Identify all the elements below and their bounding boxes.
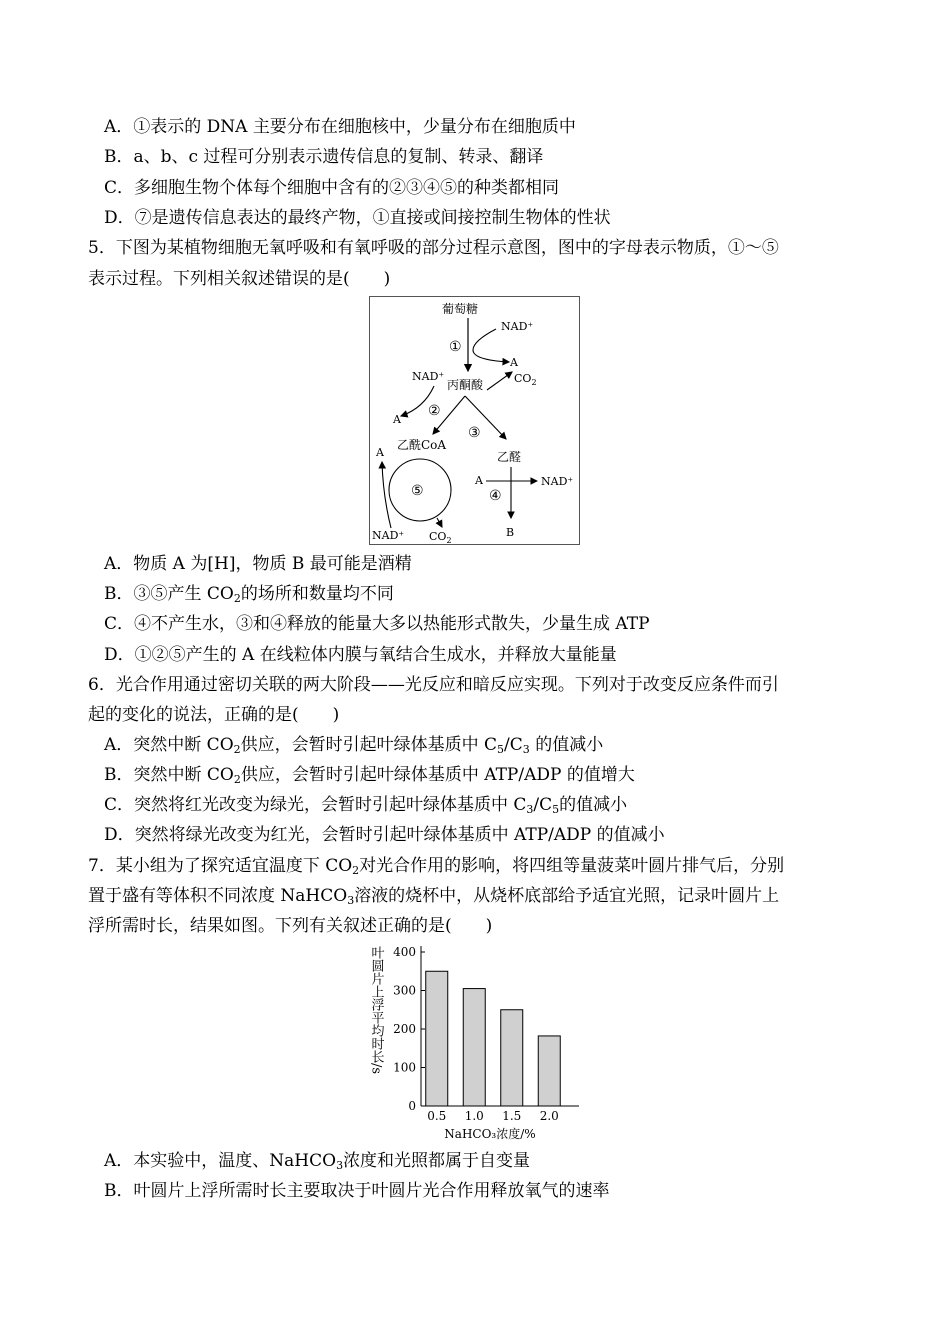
q7-s1-post: 对光合作用的影响，将四组等量菠菜叶圆片排气后，分别 <box>359 856 785 876</box>
bar <box>426 971 448 1106</box>
co2-label-1: $CO_2$ <box>514 372 537 387</box>
q7-stem-line1 <box>88 855 784 877</box>
q7-s2-post: 溶液的烧杯中，从烧杯底部给予适宜光照，记录叶圆片上 <box>354 886 780 906</box>
q5-option-b-post: 的场所和数量均不同 <box>240 584 394 604</box>
q7-option-a <box>104 1150 530 1172</box>
y-axis-label: 叶圆片上浮平均时长/s <box>368 946 384 1075</box>
q5-stem-close: ) <box>383 269 391 289</box>
bar <box>501 1010 523 1106</box>
q7-s2-pre: 置于盛有等体积不同浓度 NaHCO <box>88 886 348 906</box>
pyruvate-label: 丙酮酸 <box>447 378 484 392</box>
q6-a-post: 的值减小 <box>529 735 604 755</box>
q6-a-s2: 5 <box>497 743 505 756</box>
q6-stem-text: 起的变化的说法，正确的是( <box>88 705 299 725</box>
q6-a-mid: 供应，会暂时引起叶绿体基质中 C <box>240 735 498 755</box>
q6-b-post: 供应，会暂时引起叶绿体基质中 ATP/ADP 的值增大 <box>240 765 635 785</box>
q7-stem-line3 <box>88 915 492 937</box>
q5-option-b <box>104 583 394 605</box>
bar <box>538 1036 560 1106</box>
q6-option-b <box>104 764 635 786</box>
q5-stem-line1: 5．下图为某植物细胞无氧呼吸和有氧呼吸的部分过程示意图，图中的字母表示物质，①～⑤ <box>88 238 779 258</box>
q7-a-pre: A．本实验中，温度、NaHCO <box>104 1151 337 1171</box>
q7-s1-sub: 2 <box>352 864 360 877</box>
q7-a-post: 浓度和光照都属于自变量 <box>343 1151 531 1171</box>
nad-label-3: NAD⁺ <box>372 529 405 542</box>
x-tick-label: 0.5 <box>427 1109 447 1123</box>
q6-a-mid2: /C <box>504 735 523 755</box>
q6-option-c <box>104 794 627 816</box>
q7-stem-line2 <box>88 885 779 907</box>
q6-b-pre: B．突然中断 CO <box>104 765 234 785</box>
y-tick-label: 0 <box>408 1099 416 1113</box>
q5-option-b-sub: 2 <box>233 592 241 605</box>
q6-c-post: 的值减小 <box>559 795 628 815</box>
q4-option-d: D．⑦是遗传信息表达的最终产物，①直接或间接控制生物体的性状 <box>104 208 611 228</box>
q7-a-sub: 3 <box>336 1159 344 1172</box>
diagram-frame <box>370 297 580 545</box>
q6-c-pre: C．突然将红光改变为绿光，会暂时引起叶绿体基质中 C <box>104 795 527 815</box>
q5-option-d: D．①②⑤产生的 A 在线粒体内膜与氧结合生成水，并释放大量能量 <box>104 645 617 665</box>
q7-s1-pre: 7．某小组为了探究适宜温度下 CO <box>88 856 353 876</box>
y-tick-label: 300 <box>393 983 416 998</box>
y-tick-label: 200 <box>393 1022 416 1036</box>
q7-stem-text: 浮所需时长，结果如图。下列有关叙述正确的是( <box>88 916 452 936</box>
process-2: ② <box>428 403 441 419</box>
bar-chart <box>366 938 582 1148</box>
q6-c-s2: 5 <box>552 803 560 816</box>
q4-option-a: A．①表示的 DNA 主要分布在细胞核中，少量分布在细胞质中 <box>104 117 576 137</box>
q6-c-mid: /C <box>533 795 553 815</box>
x-tick-label: 1.0 <box>464 1109 484 1123</box>
x-tick-label: 1.5 <box>502 1109 522 1123</box>
q6-a-pre: A．突然中断 CO <box>104 735 234 755</box>
process-1: ① <box>449 339 462 355</box>
x-tick-label: 2.0 <box>539 1109 559 1123</box>
nad-label-4: NAD⁺ <box>541 475 574 488</box>
q7-s2-sub: 3 <box>347 894 355 907</box>
q4-option-b: B．a、b、c 过程可分别表示遗传信息的复制、转录、翻译 <box>104 147 544 167</box>
q6-stem-line1: 6．光合作用通过密切关联的两大阶段——光反应和暗反应实现。下列对于改变反应条件而引 <box>88 675 779 695</box>
q6-option-a <box>104 734 603 756</box>
q6-stem-line2 <box>88 704 339 726</box>
q6-c-s1: 3 <box>526 803 534 816</box>
q7-stem-close: ) <box>485 916 493 936</box>
a-label-4: A <box>475 474 483 487</box>
process-5: ⑤ <box>411 483 424 499</box>
q5-stem-line2 <box>88 268 390 290</box>
q6-b-s1: 2 <box>233 773 241 786</box>
respiration-diagram <box>369 296 581 546</box>
q4-option-c: C．多细胞生物个体每个细胞中含有的②③④⑤的种类都相同 <box>104 178 560 198</box>
acetyl-coa-label: 乙酰CoA <box>397 438 447 452</box>
x-axis-label: NaHCO₃浓度/% <box>444 1127 536 1141</box>
glucose-label: 葡萄糖 <box>442 302 479 316</box>
acetaldehyde-label: 乙醛 <box>497 450 522 464</box>
y-tick-label: 100 <box>393 1060 416 1075</box>
q5-option-a: A．物质 A 为[H]，物质 B 最可能是酒精 <box>104 554 412 574</box>
q7-option-b: B．叶圆片上浮所需时长主要取决于叶圆片光合作用释放氧气的速率 <box>104 1181 610 1201</box>
q6-a-s1: 2 <box>233 743 241 756</box>
q6-option-d: D．突然将绿光改变为红光，会暂时引起叶绿体基质中 ATP/ADP 的值减小 <box>104 825 665 845</box>
q5-stem-text: 表示过程。下列相关叙述错误的是( <box>88 269 350 289</box>
q6-stem-close: ) <box>332 705 340 725</box>
nad-label-1: NAD⁺ <box>501 320 534 333</box>
nad-label-2: NAD⁺ <box>412 370 445 383</box>
process-4: ④ <box>489 488 502 504</box>
q5-option-c: C．④不产生水，③和④释放的能量大多以热能形式散失，少量生成 ATP <box>104 614 650 634</box>
bar <box>463 989 485 1106</box>
a-label-3: A <box>376 446 384 459</box>
q5-option-b-pre: B．③⑤产生 CO <box>104 584 234 604</box>
a-label-2: A <box>393 413 401 426</box>
q6-a-s3: 3 <box>522 743 530 756</box>
y-tick-label: 400 <box>393 945 416 959</box>
process-3: ③ <box>468 425 481 441</box>
b-label: B <box>506 526 515 539</box>
co2-label-2: $CO_2$ <box>429 530 452 545</box>
a-label-1: A <box>510 356 518 369</box>
